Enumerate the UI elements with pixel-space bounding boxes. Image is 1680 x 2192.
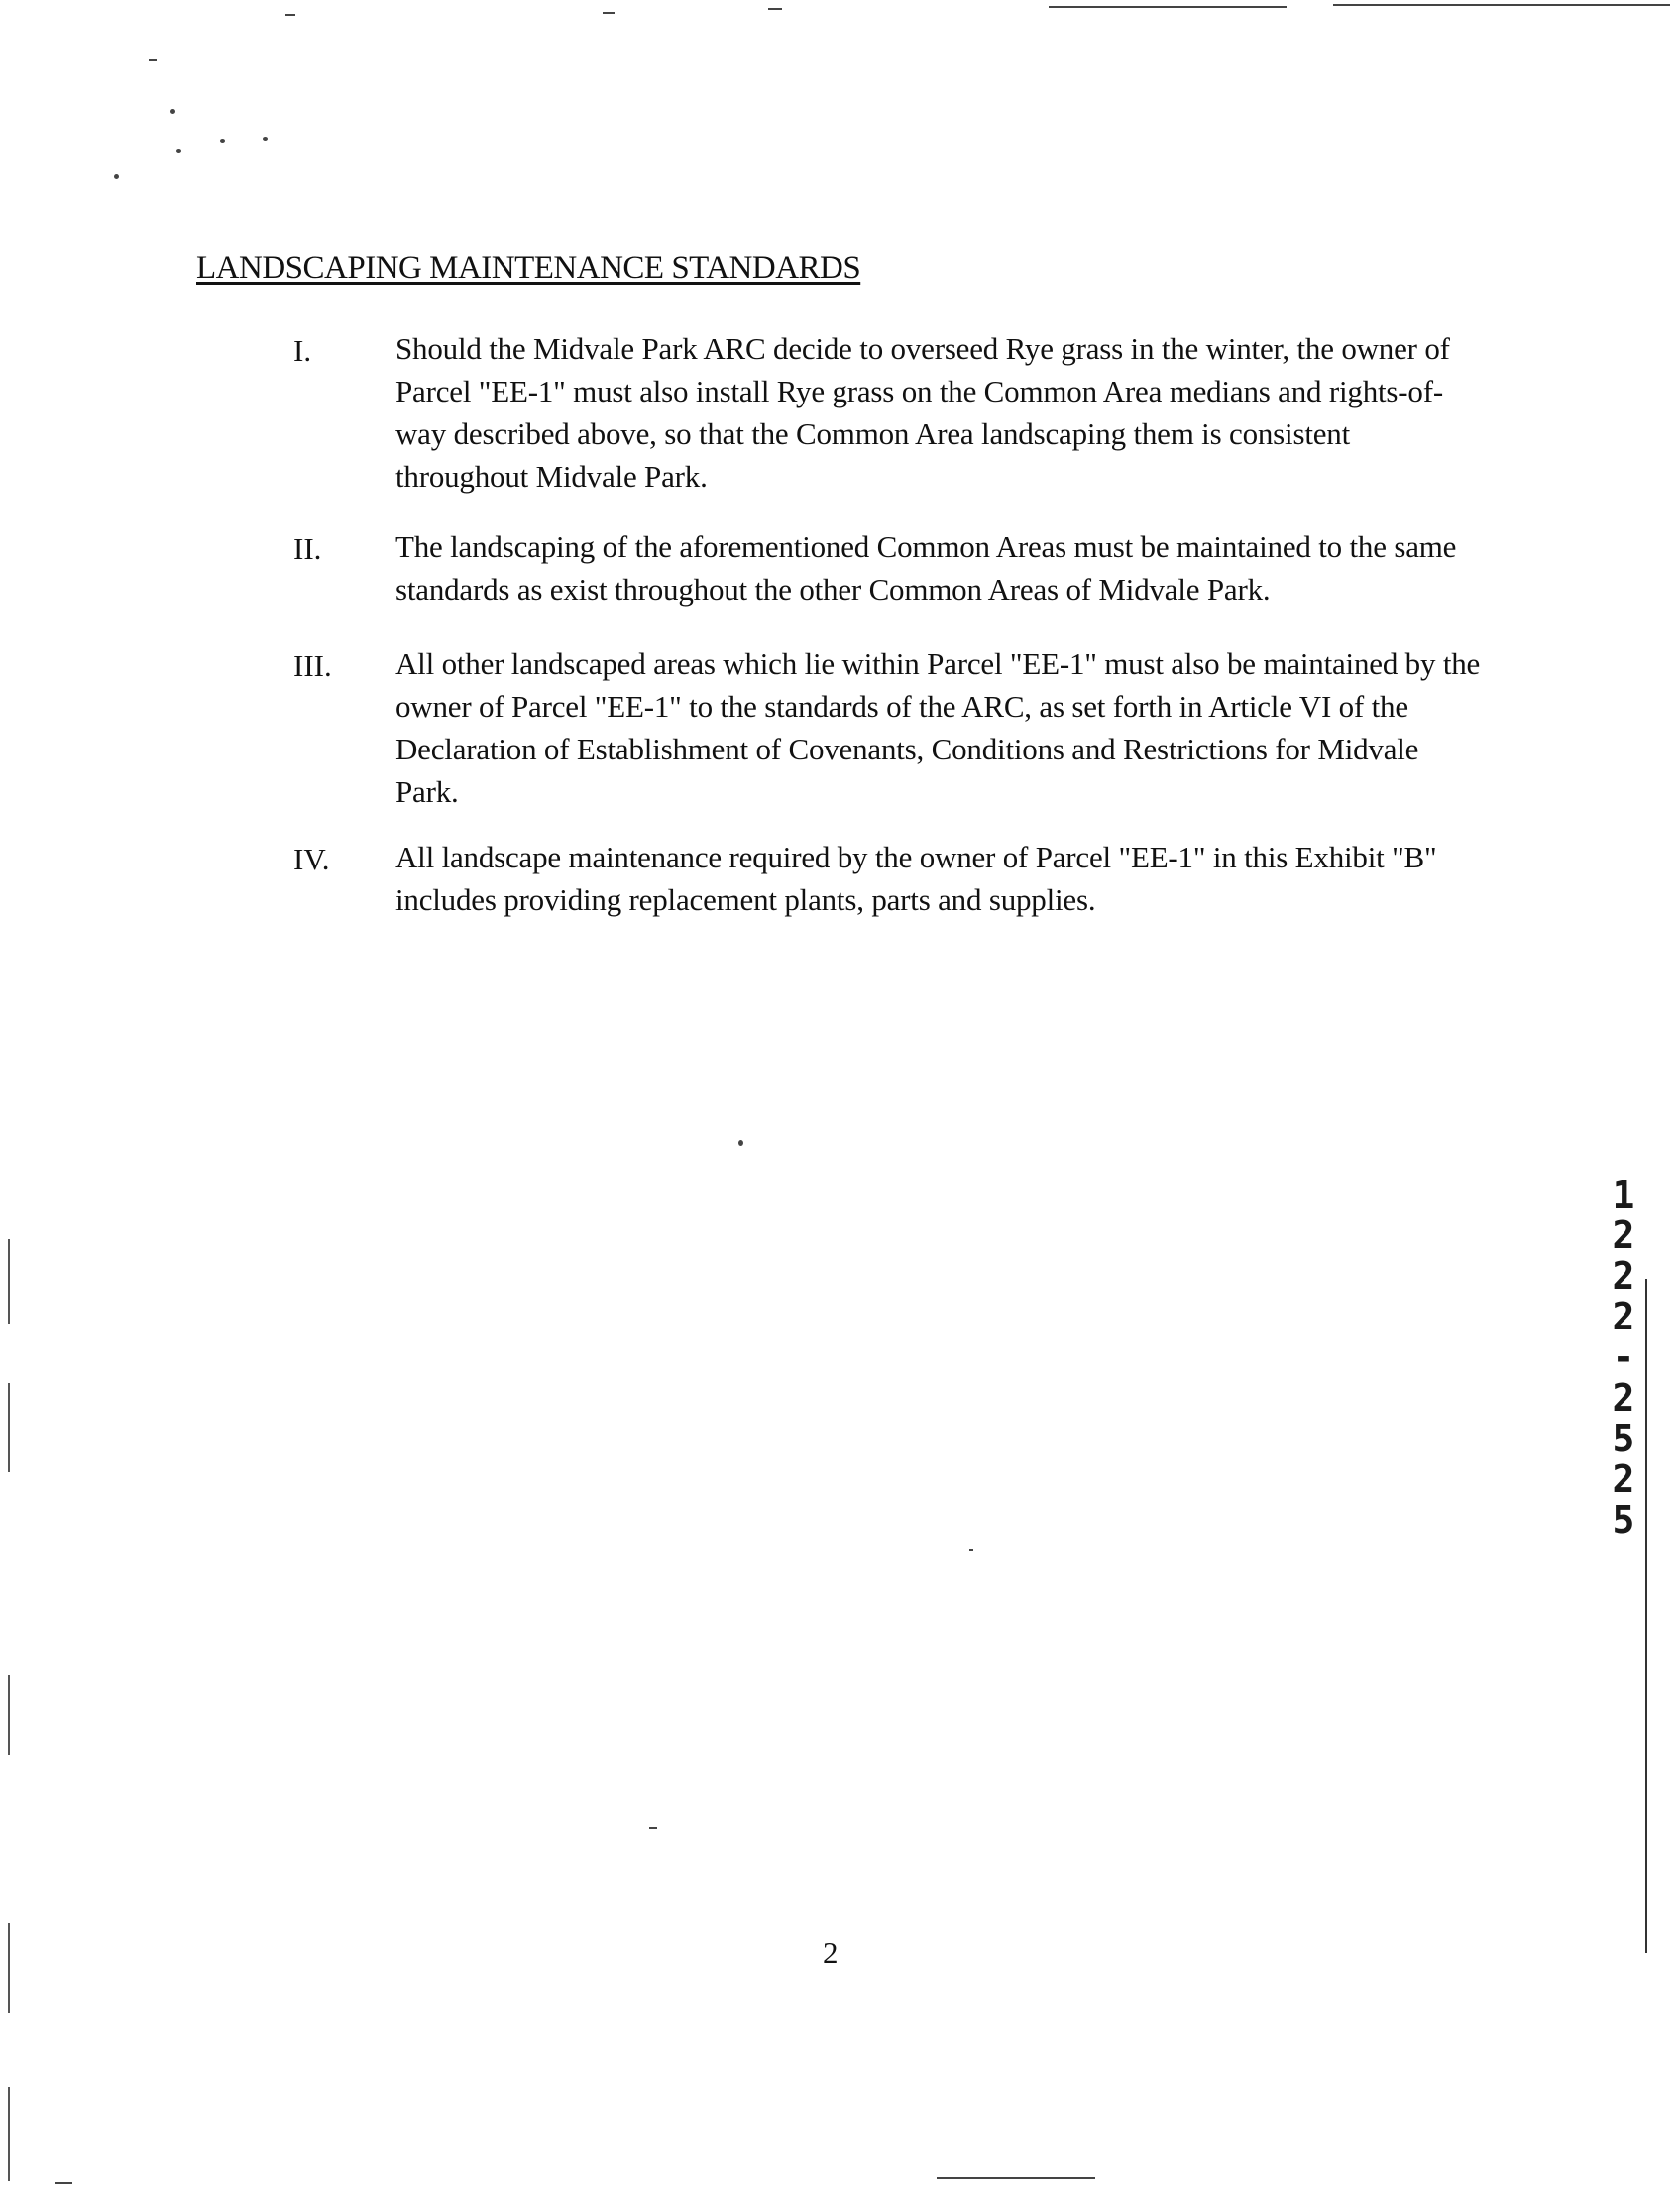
scan-artifact <box>1333 4 1670 6</box>
page-number: 2 <box>823 1935 839 1970</box>
scan-artifact <box>220 139 225 143</box>
scan-artifact <box>1645 1279 1647 1953</box>
scan-artifact <box>114 174 119 179</box>
scan-artifact <box>1049 6 1287 8</box>
scan-artifact <box>149 59 157 61</box>
scan-artifact <box>263 137 268 141</box>
item-text: All other landscaped areas which lie within Parcel "EE-1" must also be maintained by the owner of Parcel "EE-1" to the standards of the ARC, as set forth in Article VI of the Declaration of Establishment of Covenants, Conditions and Restrictions for Midvale Park. <box>395 646 1481 809</box>
item-text: All landscape maintenance required by the owner of Parcel "EE-1" in this Exhibit "B" includes providing replacement plants, parts and supplies. <box>395 840 1437 917</box>
scan-artifact <box>937 2177 1095 2179</box>
scan-artifact <box>8 1675 10 1755</box>
scan-artifact <box>8 2087 10 2181</box>
recording-stamp: 1 2 2 2 - 2 5 2 5 <box>1612 1173 1635 1542</box>
scan-artifact <box>768 8 782 10</box>
scan-artifact <box>969 1549 973 1551</box>
scan-artifact <box>649 1827 657 1829</box>
scan-artifact <box>8 1383 10 1472</box>
scan-artifact <box>170 109 175 114</box>
item-numeral: IV. <box>293 842 330 876</box>
section-heading: LANDSCAPING MAINTENANCE STANDARDS <box>196 250 861 286</box>
item-numeral: I. <box>293 333 312 368</box>
item-numeral: III. <box>293 648 332 683</box>
scan-artifact <box>55 2182 72 2184</box>
scan-artifact <box>603 12 615 14</box>
scan-artifact <box>8 1923 10 2013</box>
item-text: Should the Midvale Park ARC decide to overseed Rye grass in the winter, the owner of Parcel "EE-1" must also install Rye grass on the Common Area medians and rights-of-way described above, so that the Common Area landscaping them is consistent throughout Midvale Park. <box>395 331 1450 494</box>
scan-artifact <box>176 149 181 153</box>
item-numeral: II. <box>293 531 322 566</box>
scan-artifact <box>285 14 295 16</box>
item-text: The landscaping of the aforementioned Common Areas must be maintained to the same standards as exist throughout the other Common Areas of Midvale Park. <box>395 529 1457 607</box>
scan-artifact <box>738 1140 743 1146</box>
scan-artifact <box>8 1239 10 1324</box>
